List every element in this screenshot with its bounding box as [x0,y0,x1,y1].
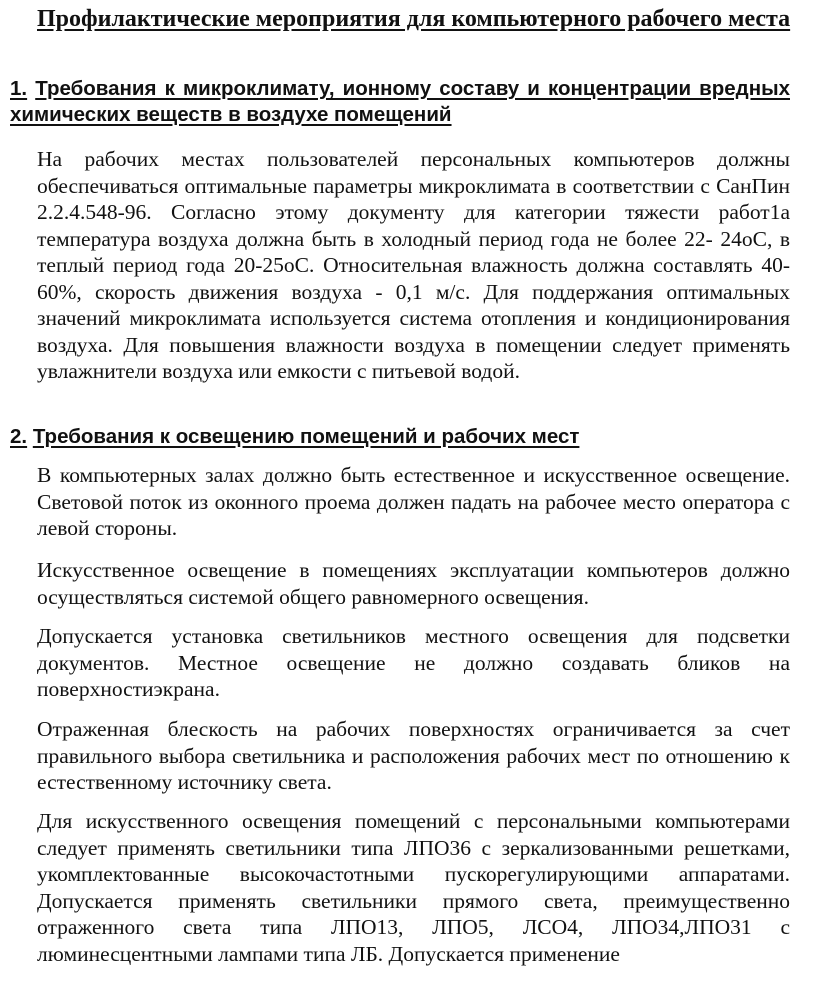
section-2-paragraph-2: Искусственное освещение в помещениях эксплуатации компьютеров должно осуществляться системой общего равномерного освещения. [37,558,790,609]
section-2-heading [10,424,790,450]
section-2-paragraph-1: В компьютерных залах должно быть естественное и искусственное освещение. Световой поток из оконного проема должен падать на рабочее место оператора с левой стороны. [37,463,790,540]
section-1-number: 1. [10,77,28,100]
section-2-paragraph-4: Отраженная блескость на рабочих поверхностях ограничивается за счет правильного выбора светильника и расположения рабочих мест по отношению к естественному источнику света. [37,717,790,794]
section-1-heading-text: Требования к микроклимату, ионному составу и концентрации вредных химических веществ в воздухе помещений [10,77,790,126]
section-2-number: 2. [10,425,28,448]
section-2-heading-text: Требования к освещению помещений и рабочих мест [32,425,580,448]
section-2-paragraph-5: Для искусственного освещения помещений с персональными компьютерами следует применять светильники типа ЛПО36 с зеркализованными решетками, укомплектованные высокочастотными пускорегулирующими аппаратами. Допускается применять светильники прямого света, преимущественно отраженного света типа ЛПО13, ЛПО5, ЛСО4, ЛПО34,ЛПО31 с люминесцентными лампами типа ЛБ. Допускается применение [37,809,790,966]
section-1-heading [10,76,790,128]
document-title: Профилактические мероприятия для компьютерного рабочего места [37,6,791,32]
section-2-paragraph-3: Допускается установка светильников местного освещения для подсветки документов. Местное освещение не должно создавать бликов на поверхностиэкрана. [37,624,790,701]
section-1-paragraph-1: На рабочих местах пользователей персональных компьютеров должны обеспечиваться оптимальные параметры микроклимата в соответствии с СанПин 2.2.4.548-96. Согласно этому документу для категории тяжести работ1а температура воздуха должна быть в холодный период года не более 22- 24оС, в теплый период года 20-25оС. Относительная влажность должна составлять 40-60%, скорость движения воздуха - 0,1 м/с. Для поддержания оптимальных значений микроклимата используется система отопления и кондиционирования воздуха. Для повышения влажности воздуха в помещении следует применять увлажнители воздуха или емкости с питьевой водой. [37,147,790,383]
